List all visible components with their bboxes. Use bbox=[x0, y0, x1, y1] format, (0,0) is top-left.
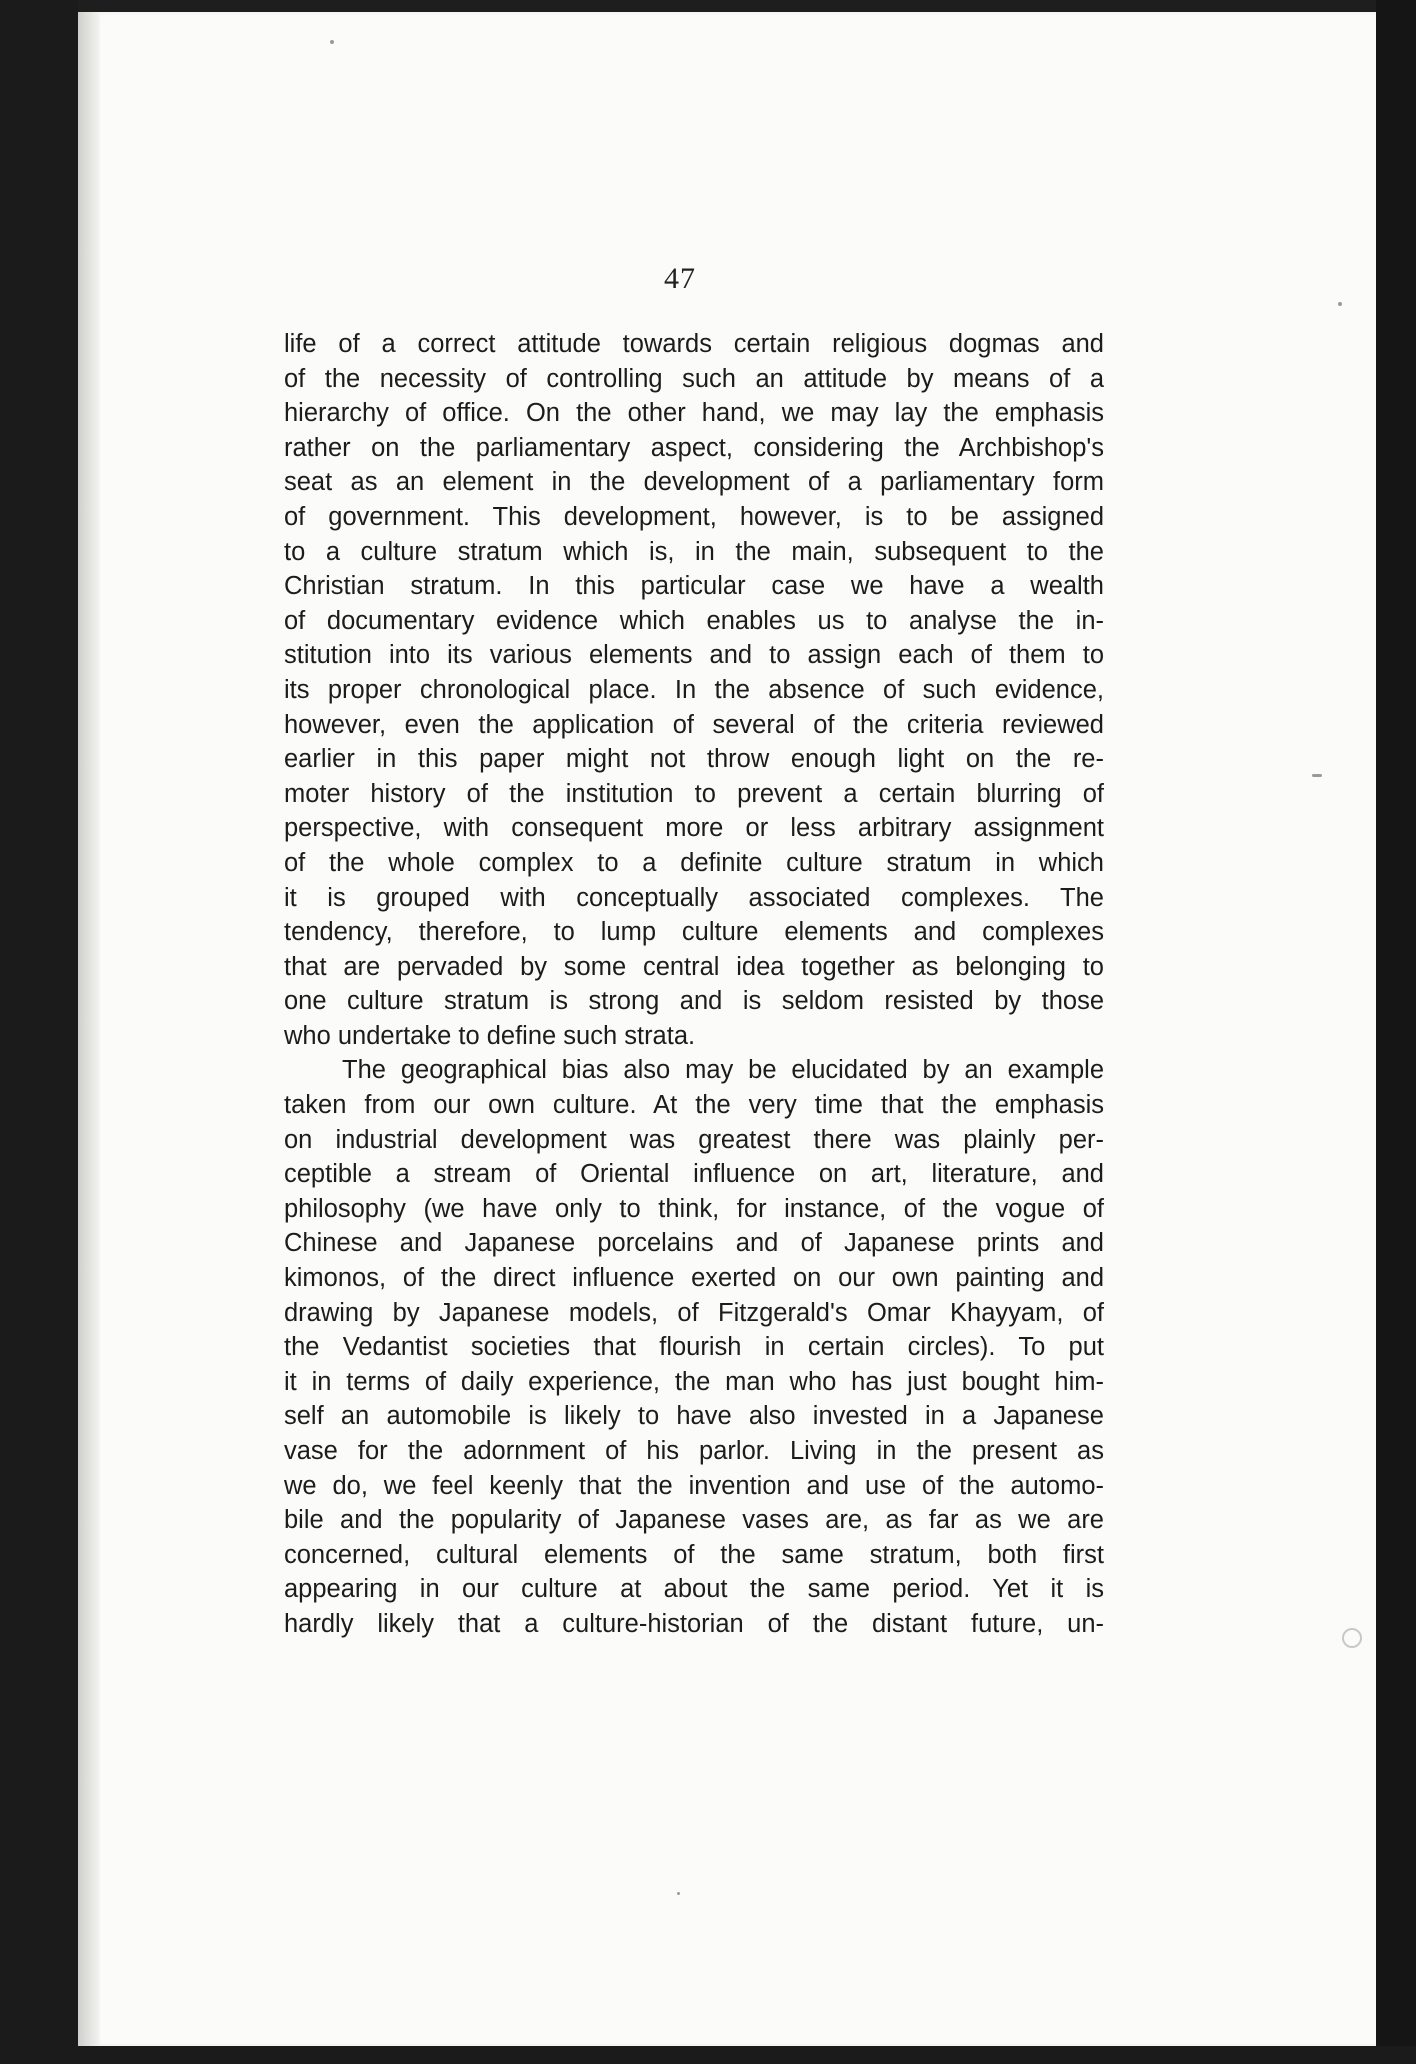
text-line: who undertake to define such strata. bbox=[284, 1021, 696, 1050]
text-line: philosophy (we have only to think, for instance, of the vogue of bbox=[284, 1194, 1104, 1223]
text-line: of the necessity of controlling such an attitude by means of a bbox=[284, 364, 1104, 393]
text-line: of documentary evidence which enables us to analyse the in- bbox=[284, 606, 1104, 635]
text-line: tendency, therefore, to lump culture elements and complexes bbox=[284, 918, 1104, 947]
paragraph bbox=[284, 1053, 1104, 1641]
text-line: hierarchy of office. On the other hand, we may lay the emphasis bbox=[284, 399, 1104, 428]
text-line: drawing by Japanese models, of Fitzgerald's Omar Khayyam, of bbox=[284, 1298, 1104, 1327]
text-line: stitution into its various elements and to assign each of them to bbox=[284, 641, 1104, 670]
text-line: The geographical bias also may be elucidated by an example bbox=[342, 1056, 1104, 1085]
text-line: appearing in our culture at about the same period. Yet it is bbox=[284, 1575, 1104, 1604]
text-line: earlier in this paper might not throw enough light on the re- bbox=[284, 745, 1104, 774]
scan-top-border bbox=[78, 0, 1376, 12]
text-line: one culture stratum is strong and is seldom resisted by those bbox=[284, 987, 1104, 1016]
text-line: vase for the adornment of his parlor. Living in the present as bbox=[284, 1437, 1104, 1465]
text-line: taken from our own culture. At the very time that the emphasis bbox=[284, 1091, 1104, 1120]
text-line: of the whole complex to a definite culture stratum in which bbox=[284, 848, 1104, 877]
paper-speck bbox=[1338, 302, 1342, 306]
text-line: seat as an element in the development of a parliamentary form bbox=[284, 468, 1104, 497]
text-line: rather on the parliamentary aspect, considering the Archbishop's bbox=[284, 433, 1104, 462]
text-line: of government. This development, however, is to be assigned bbox=[284, 502, 1104, 531]
text-line: perspective, with consequent more or less arbitrary assignment bbox=[284, 814, 1104, 843]
body-text bbox=[284, 327, 1104, 1642]
paper-speck bbox=[677, 1892, 680, 1895]
text-line: kimonos, of the direct influence exerted on our own painting and bbox=[284, 1264, 1104, 1293]
text-line: that are pervaded by some central idea together as belonging to bbox=[284, 952, 1104, 981]
paper-speck bbox=[1342, 1628, 1362, 1648]
paper-speck bbox=[1312, 774, 1322, 777]
text-line: we do, we feel keenly that the invention and use of the automo- bbox=[284, 1471, 1104, 1500]
page-number: 47 bbox=[664, 262, 696, 295]
text-line: it is grouped with conceptually associated complexes. The bbox=[284, 883, 1104, 912]
text-line: bile and the popularity of Japanese vases are, as far as we are bbox=[284, 1506, 1104, 1535]
text-line: however, even the application of several of the criteria reviewed bbox=[284, 710, 1104, 739]
scan-bottom-border bbox=[0, 2046, 1416, 2064]
text-line: its proper chronological place. In the absence of such evidence, bbox=[284, 675, 1104, 704]
text-line: moter history of the institution to prevent a certain blurring of bbox=[284, 779, 1104, 808]
text-line: hardly likely that a culture-historian of the distant future, un- bbox=[284, 1609, 1104, 1638]
text-line: Christian stratum. In this particular case we have a wealth bbox=[284, 572, 1104, 601]
text-line: to a culture stratum which is, in the main, subsequent to the bbox=[284, 537, 1104, 566]
text-line: ceptible a stream of Oriental influence on art, literature, and bbox=[284, 1160, 1104, 1189]
text-line: concerned, cultural elements of the same stratum, both first bbox=[284, 1540, 1104, 1569]
scan-right-border bbox=[1376, 0, 1416, 2064]
text-line: the Vedantist societies that flourish in certain circles). To put bbox=[284, 1333, 1104, 1362]
paragraph bbox=[284, 327, 1104, 1053]
text-line: on industrial development was greatest there was plainly per- bbox=[284, 1125, 1104, 1154]
text-line: life of a correct attitude towards certain religious dogmas and bbox=[284, 330, 1104, 358]
page-gutter-shadow bbox=[78, 12, 100, 2046]
text-line: self an automobile is likely to have also invested in a Japanese bbox=[284, 1402, 1104, 1431]
text-line: it in terms of daily experience, the man who has just bought him- bbox=[284, 1367, 1104, 1396]
paper-speck bbox=[330, 40, 334, 44]
text-line: Chinese and Japanese porcelains and of Japanese prints and bbox=[284, 1229, 1104, 1258]
